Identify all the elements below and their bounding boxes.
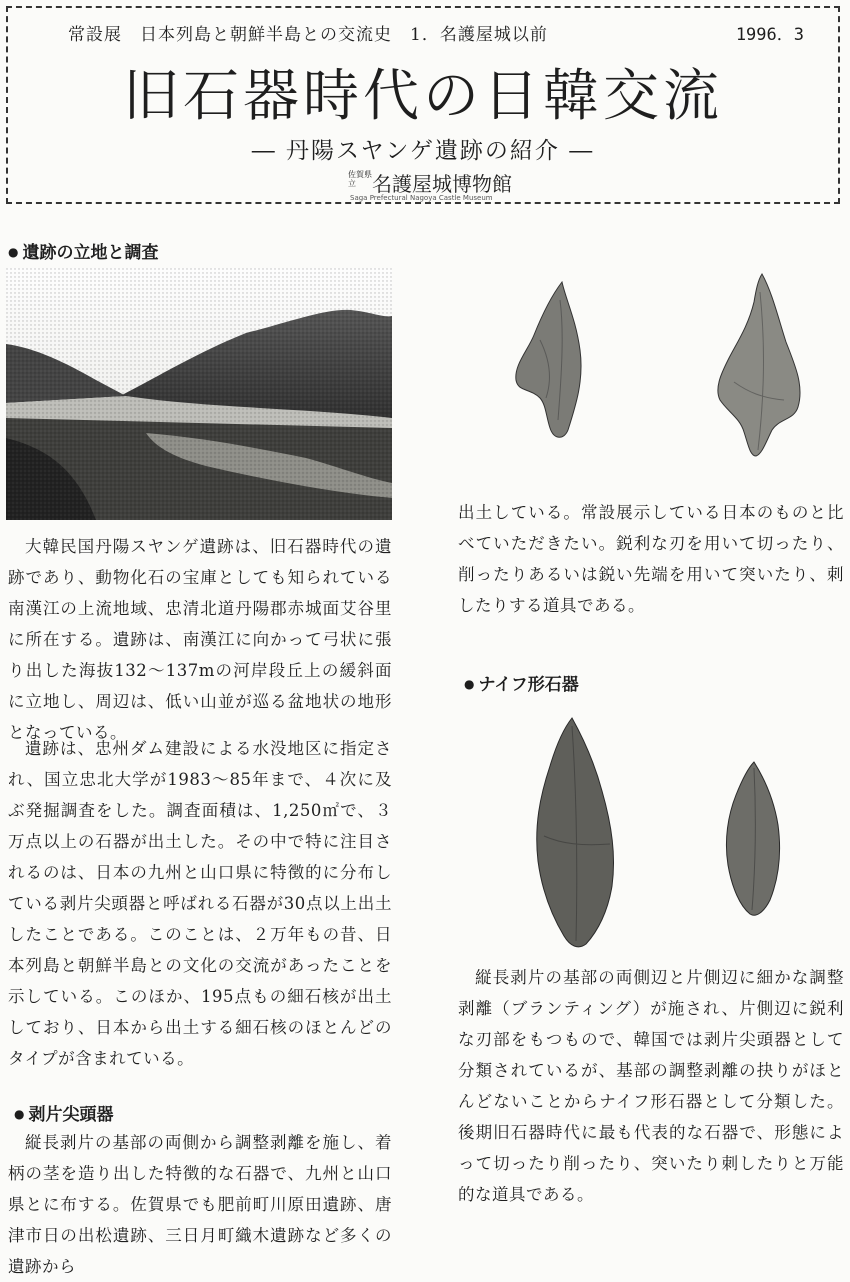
- site-location-paragraph-1: 大韓民国丹陽スヤンゲ遺跡は、旧石器時代の遺跡であり、動物化石の宝庫としても知られている南漢江の上流地域、忠清北道丹陽郡赤城面艾谷里に所在する。遺跡は、南漢江に向かって弓状に張り出した海抜132～137mの河岸段丘上の緩斜面に立地し、周辺は、低い山並が巡る盆地状の地形となっている。: [8, 537, 392, 742]
- bullet-icon: ●: [464, 677, 475, 691]
- header-box: [6, 6, 840, 204]
- bullet-icon: ●: [8, 245, 19, 259]
- flake-point-paragraph: 縦長剥片の基部の両側から調整剥離を施し、着柄の茎を造り出した特徴的な石器で、九州と山口県とに布する。佐賀県でも肥前町川原田遺跡、唐津市日の出松遺跡、三日月町織木遺跡など多くの遺跡から: [8, 1133, 392, 1276]
- museum-name: 名護屋城博物館: [372, 172, 512, 196]
- site-location-paragraph-2: 遺跡は、忠州ダム建設による水没地区に指定され、国立忠北大学が1983～85年まで、４次に及ぶ発掘調査をした。調査面積は、1,250㎡で、３万点以上の石器が出土した。その中で特に注目されるのは、日本の九州と山口県に特徴的に分布している剥片尖頭器と呼ばれる石器が30点以上出土したことである。このことは、２万年もの昔、日本列島と朝鮮半島との文化の交流があったことを示している。このほか、195点もの細石核が出土しており、日本から出土する細石核のほとんどのタイプが含まれている。: [8, 739, 393, 1068]
- museum-english-name: Saga Prefectural Nagoya Castle Museum: [350, 194, 493, 202]
- flake-point-continued-paragraph: 出土している。常設展示している日本のものと比べていただきたい。鋭利な刃を用いて切ったり、削ったりあるいは鋭い先端を用いて突いたり、刺したりする道具である。: [458, 503, 845, 615]
- bullet-icon: ●: [14, 1107, 25, 1121]
- heading-knife-shaped-tool: ● ナイフ形石器: [464, 675, 579, 695]
- heading-flake-point: ● 剥片尖頭器: [14, 1105, 114, 1125]
- heading-site-location: ● 遺跡の立地と調査: [8, 243, 159, 263]
- knife-tool-paragraph: 縦長剥片の基部の両側辺と片側辺に細かな調整剥離（ブランティング）が施され、片側辺に鋭利な刃部をもつもので、韓国では剥片尖頭器として分類されているが、基部の調整剥離の抉りがほとんどないことからナイフ形石器として分類した。後期旧石器時代に最も代表的な石器で、形態によって切ったり削ったり、突いたり刺したりと万能的な道具である。: [458, 968, 844, 1204]
- page-subtitle: ― 丹陽スヤンゲ遺跡の紹介 ―: [251, 138, 595, 164]
- exhibit-series: 常設展 日本列島と朝鮮半島との交流史 1．名護屋城以前: [68, 25, 548, 45]
- flake-point-artifact-left: [510, 280, 590, 442]
- issue-date: 1996．3: [735, 25, 804, 45]
- flake-point-artifact-right: [714, 272, 806, 460]
- knife-tool-artifact-right: [722, 760, 784, 918]
- museum-prefecture: 佐賀県立: [348, 170, 372, 188]
- site-landscape-photo: [6, 268, 392, 520]
- knife-tool-artifact-left: [532, 716, 618, 948]
- page-title: 旧石器時代の日韓交流: [123, 64, 723, 129]
